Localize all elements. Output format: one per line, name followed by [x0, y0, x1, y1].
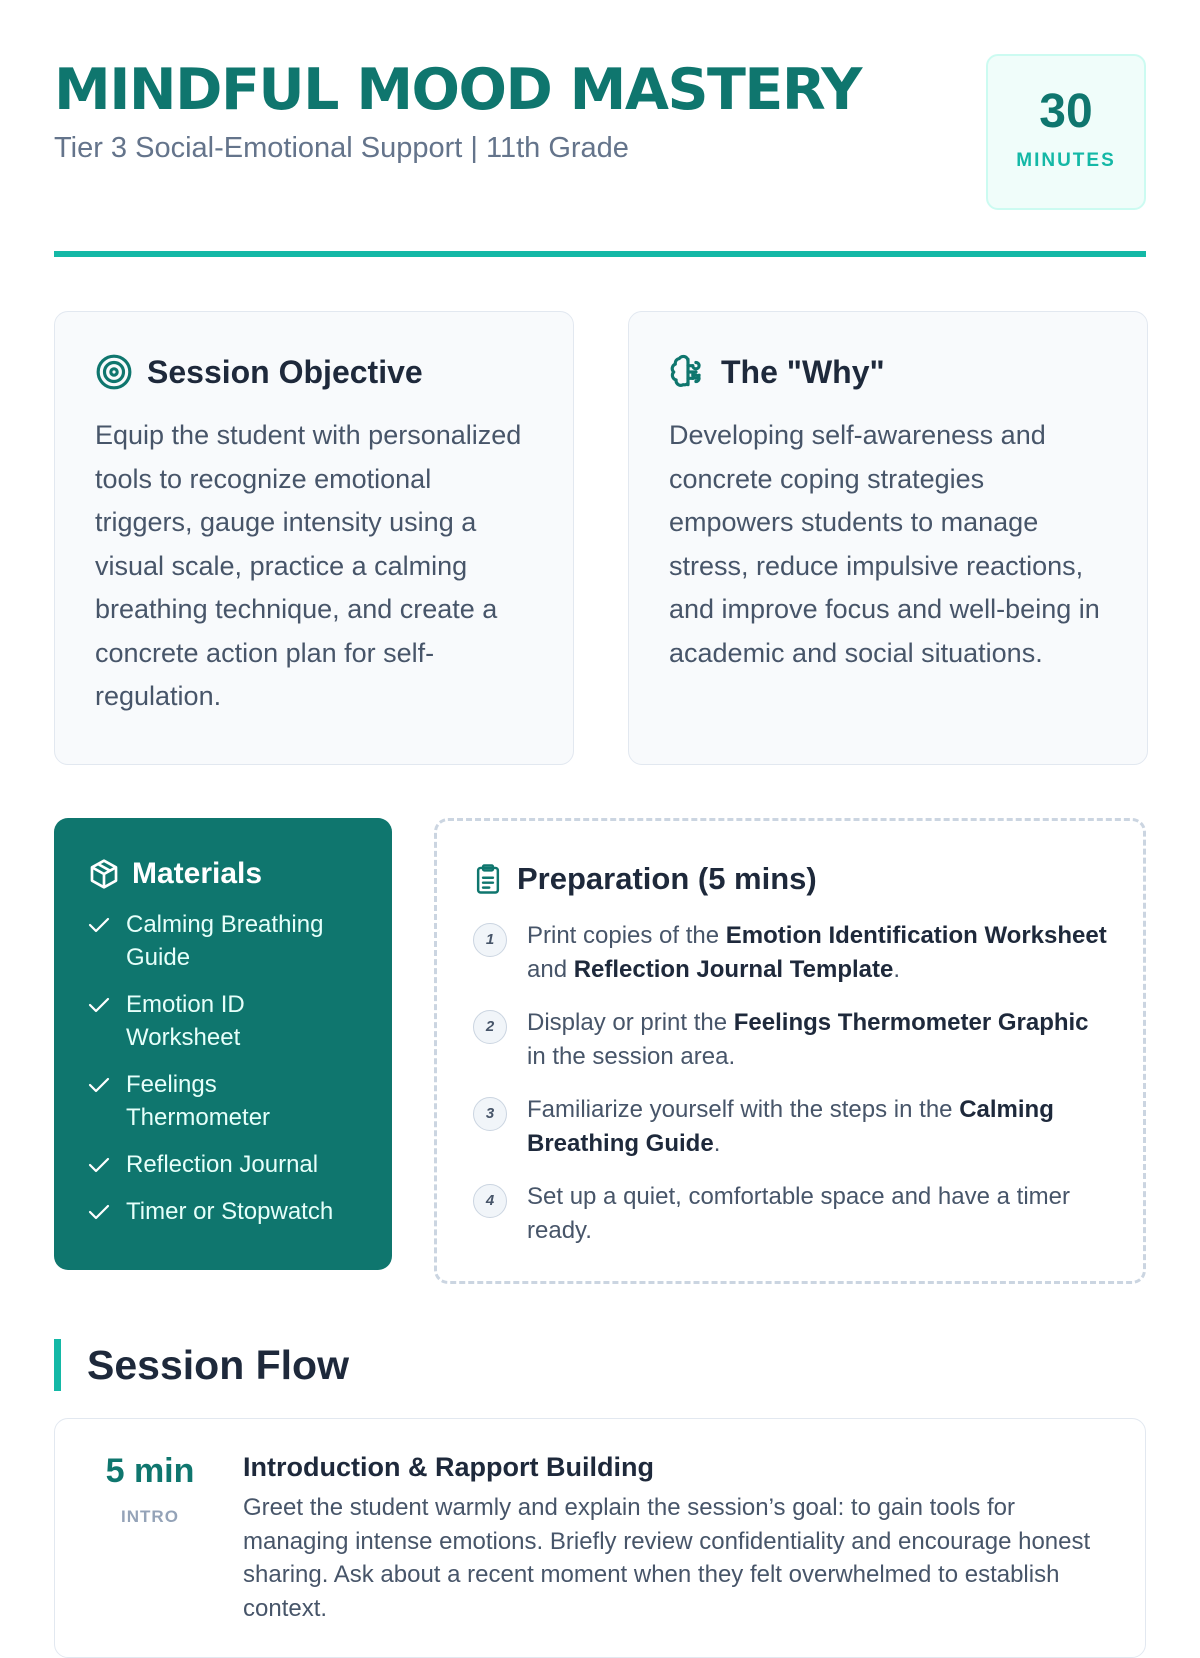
- session-step-card: [54, 1418, 1146, 1658]
- material-label: Calming Breathing Guide: [126, 911, 324, 971]
- clipboard-icon: [473, 863, 503, 895]
- check-icon: [88, 915, 110, 935]
- list-item: [473, 1180, 1107, 1248]
- target-icon: [95, 353, 133, 391]
- list-item: [88, 908, 358, 974]
- objective-card: [54, 311, 574, 765]
- list-item: [473, 919, 1107, 987]
- step-text: Familiarize yourself with the steps in the: [527, 1096, 960, 1123]
- list-item: [88, 988, 358, 1054]
- materials-title: Materials: [132, 857, 263, 890]
- header-divider: [54, 251, 1146, 257]
- check-icon: [88, 995, 110, 1015]
- package-icon: [88, 858, 120, 890]
- preparation-steps: [473, 919, 1107, 1248]
- brain-icon: [669, 353, 707, 391]
- step-text: Print copies of the: [527, 922, 726, 949]
- duration-badge: [986, 54, 1146, 210]
- materials-panel: [54, 818, 392, 1270]
- page-header: [54, 52, 1146, 212]
- step-text: .: [713, 1130, 721, 1157]
- materials-header: [88, 854, 358, 894]
- step-duration: [55, 1449, 245, 1527]
- preparation-panel: [434, 818, 1146, 1284]
- why-card: [628, 311, 1148, 765]
- materials-list: [88, 908, 358, 1228]
- material-label: Reflection Journal: [126, 1151, 319, 1178]
- session-flow-heading: Session Flow: [54, 1339, 349, 1391]
- objective-header: [95, 352, 533, 392]
- list-item: [88, 1068, 358, 1134]
- step-highlight: Calming Breathing Guide: [527, 1096, 1054, 1157]
- list-item: [88, 1195, 358, 1228]
- material-label: Emotion ID Worksheet: [126, 991, 245, 1051]
- step-highlight: Emotion Identification Worksheet: [725, 922, 1107, 949]
- step-highlight: Feelings Thermometer Graphic: [733, 1009, 1089, 1036]
- why-title: The "Why": [721, 353, 885, 390]
- list-item: [88, 1148, 358, 1181]
- step-text: and: [527, 956, 574, 983]
- step-text: Display or print the: [527, 1009, 734, 1036]
- step-content: [243, 1449, 1123, 1625]
- preparation-header: [473, 859, 1107, 899]
- duration-unit: MINUTES: [1016, 150, 1116, 171]
- check-icon: [88, 1202, 110, 1222]
- list-item: [473, 1006, 1107, 1074]
- material-label: Timer or Stopwatch: [126, 1198, 334, 1225]
- page-title: MINDFUL MOOD MASTERY: [54, 57, 861, 123]
- step-text: .: [893, 956, 901, 983]
- step-number: 2: [473, 1010, 507, 1044]
- objective-body: Equip the student with personalized tools to recognize emotional triggers, gauge intensity using a visual scale, practice a calming breathing technique, and create a concrete action plan for self-regulation.: [95, 420, 522, 711]
- step-number: 1: [473, 923, 507, 957]
- step-tag: INTRO: [121, 1507, 179, 1526]
- step-text: in the session area.: [527, 1043, 736, 1070]
- why-header: [669, 352, 1107, 392]
- list-item: [473, 1093, 1107, 1161]
- page-subtitle: Tier 3 Social-Emotional Support | 11th Grade: [54, 132, 629, 164]
- step-description: Greet the student warmly and explain the session’s goal: to gain tools for managing intense emotions. Briefly review confidentiality and encourage honest sharing. Ask about a recent moment when they felt overwhelmed to establish context.: [243, 1494, 1091, 1622]
- check-icon: [88, 1155, 110, 1175]
- preparation-title: Preparation (5 mins): [517, 861, 817, 896]
- objective-title: Session Objective: [147, 353, 423, 390]
- step-number: 4: [473, 1184, 507, 1218]
- duration-value: 30: [1039, 85, 1093, 138]
- check-icon: [88, 1075, 110, 1095]
- step-text: Set up a quiet, comfortable space and have a timer ready.: [527, 1183, 1070, 1244]
- step-highlight: Reflection Journal Template: [573, 956, 894, 983]
- why-body: Developing self-awareness and concrete coping strategies empowers students to manage stress, reduce impulsive reactions, and improve focus and well-being in academic and social situations.: [669, 420, 1100, 668]
- step-title: Introduction & Rapport Building: [243, 1452, 654, 1482]
- step-minutes: 5 min: [105, 1452, 195, 1490]
- material-label: Feelings Thermometer: [126, 1071, 271, 1131]
- step-number: 3: [473, 1097, 507, 1131]
